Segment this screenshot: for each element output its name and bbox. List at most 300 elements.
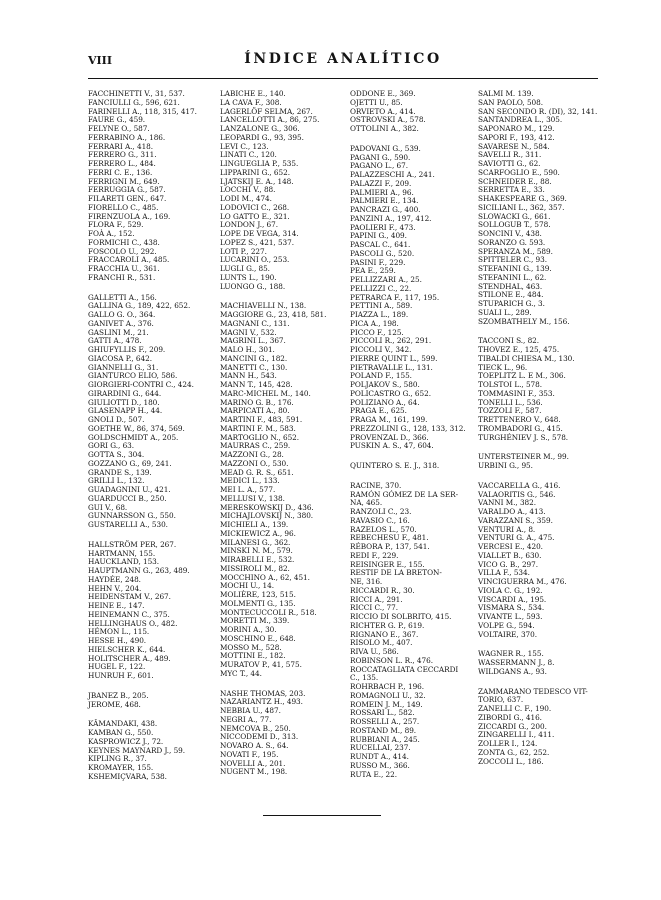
- index-entry: TORIO, 637.: [478, 695, 524, 705]
- index-entry: RUNDT A., 414.: [350, 752, 409, 761]
- index-entry: NOVATI F., 195.: [220, 749, 279, 759]
- index-entry: LA CAVA F., 308.: [220, 97, 282, 107]
- index-entry: KIPLING R., 37.: [88, 754, 147, 764]
- index-entry: RAVASIO C., 16.: [350, 515, 410, 525]
- index-entry: FLORA F., 529.: [88, 220, 144, 230]
- index-entry: GIANNELLI G., 31.: [88, 362, 159, 372]
- index-entry: TOEPLITZ L. E M., 306.: [478, 371, 566, 381]
- index-entry: PALAZZI F., 209.: [350, 178, 412, 188]
- index-entry: POLIZIANO A., 64.: [350, 397, 420, 407]
- index-entry: TONELLI L., 536.: [478, 397, 543, 407]
- index-entry: MANN H., 543.: [220, 371, 277, 381]
- index-entry: GANIVET A., 376.: [88, 318, 154, 328]
- index-entry: ZOCCOLI L., 186.: [478, 756, 544, 766]
- index-entry: GALLETTI A., 156.: [88, 292, 157, 302]
- index-entry: MIRABELLI E., 532.: [220, 555, 295, 564]
- index-entry: FRANCHI R., 531.: [88, 272, 156, 282]
- index-entry: HUNRUH F., 601.: [88, 671, 154, 680]
- index-entry: VOLTAIRE, 370.: [478, 629, 538, 639]
- index-entry: VIOLA C. G., 192.: [478, 585, 543, 595]
- index-entry: SERRETTA E., 33.: [478, 185, 545, 195]
- index-entry: SLOWACKI G., 661.: [478, 211, 551, 221]
- index-entry: RICHTER G. P., 619.: [350, 620, 425, 630]
- index-entry: ZANELLI C. F., 190.: [478, 704, 552, 713]
- index-entry: PALAZZESCHI A., 241.: [350, 170, 435, 179]
- index-entry: VARALDO A., 413.: [478, 507, 546, 516]
- index-entry: TOZZOLI F., 587.: [478, 406, 542, 416]
- index-entry: TROMBADORI G., 415.: [478, 423, 563, 433]
- index-entry: SAPONARO M., 129.: [478, 124, 555, 133]
- index-entry: PICCO F., 125.: [350, 327, 404, 337]
- index-entry: MICHIELI A., 139.: [220, 520, 289, 529]
- index-column-3: [350, 90, 490, 790]
- index-entry: MALO H., 301.: [220, 345, 275, 354]
- index-entry: MOCCHINO A., 62, 451.: [220, 572, 310, 582]
- index-entry: SHAKESPEARE G., 369.: [478, 194, 567, 203]
- index-entry: LIPPARINI G., 652.: [220, 167, 290, 177]
- index-entry: PICCOLI R., 262, 291.: [350, 336, 432, 346]
- index-entry: GUI V., 68.: [88, 502, 128, 512]
- index-entry: RICCIO DI SOLBRITO, 415.: [350, 612, 452, 621]
- index-entry: C., 135.: [350, 673, 379, 683]
- index-entry: MILANESI G., 362.: [220, 537, 291, 547]
- index-letter-group: [478, 90, 624, 326]
- index-entry: MINSKI N. M., 579.: [220, 546, 293, 556]
- index-entry: KAMBAN G., 550.: [88, 728, 154, 737]
- index-entry: NEBBIA U., 487.: [220, 706, 281, 715]
- index-letter-group: [220, 90, 356, 291]
- index-entry: MARTOGLIO N., 652.: [220, 432, 300, 442]
- index-entry: VICO G. B., 297.: [478, 559, 539, 569]
- index-entry: SPITTELER C., 93.: [478, 255, 548, 265]
- index-entry: LINATI C., 120.: [220, 150, 277, 160]
- index-entry: ZAMMARANO TEDESCO VIT-: [478, 686, 588, 696]
- index-entry: LUGLI G., 85.: [220, 264, 270, 273]
- index-entry: GIRARDINI G., 644.: [88, 388, 162, 398]
- index-letter-group: [220, 302, 356, 678]
- index-entry: LAGERLÖF SELMA, 267.: [220, 106, 313, 116]
- index-entry: MOTTINI E., 182.: [220, 651, 286, 661]
- index-entry: QUINTERO S. E. J., 318.: [350, 461, 440, 470]
- index-entry: ZIBORDI G., 416.: [478, 712, 542, 722]
- index-entry: FIRENZUOLA A., 169.: [88, 211, 171, 221]
- index-entry: MEI L. A., 577.: [220, 485, 276, 494]
- index-entry: PASCOLI G., 520.: [350, 248, 415, 258]
- index-entry: TOLSTOI L., 578.: [478, 380, 542, 389]
- index-letter-group: [88, 720, 224, 781]
- index-entry: MANN T., 145, 428.: [220, 380, 293, 389]
- index-entry: UNTERSTEINER M., 99.: [478, 452, 569, 462]
- header-rule: [88, 78, 598, 79]
- index-entry: TRETTENERO V., 648.: [478, 415, 561, 424]
- index-entry: NEGRI A., 77.: [220, 714, 272, 724]
- index-entry: VERCESI E., 420.: [478, 542, 543, 551]
- index-entry: MOCHI U., 14.: [220, 581, 274, 591]
- index-entry: TIECK L., 96.: [478, 362, 528, 372]
- index-entry: HEHN V., 204.: [88, 583, 142, 593]
- index-entry: GIACOSA P., 642.: [88, 353, 152, 363]
- index-entry: MAZZONI O., 530.: [220, 458, 289, 468]
- index-entry: SAVARESE N., 584.: [478, 141, 550, 151]
- index-entry: REISINGER E., 155.: [350, 559, 425, 569]
- index-entry: SOLLOGUB T., 578.: [478, 220, 551, 230]
- index-entry: VANNI M., 382.: [478, 498, 536, 508]
- index-entry: RAZELOS L., 570.: [350, 524, 417, 534]
- index-entry: MARTINI F. M., 583.: [220, 423, 296, 433]
- running-title: ÍNDICE ANALÍTICO: [244, 51, 442, 67]
- index-entry: FRACCHIA U., 361.: [88, 264, 160, 273]
- index-letter-group: [478, 650, 624, 676]
- index-entry: RISOLO M., 407.: [350, 638, 413, 648]
- index-entry: FERRUGGIA G., 587.: [88, 185, 166, 195]
- index-entry: PALMIERI E., 134.: [350, 196, 419, 206]
- index-entry: JEROME, 468.: [88, 699, 141, 709]
- index-entry: ROSTAND M., 89.: [350, 725, 417, 735]
- index-entry: HEINEMANN C., 375.: [88, 609, 170, 619]
- index-entry: STILONE E., 484.: [478, 290, 544, 300]
- index-entry: MICHAJLOVSKIJ N., 380.: [220, 511, 314, 521]
- index-entry: ODDONE E., 369.: [350, 89, 416, 98]
- index-entry: HAUPTMANN G., 263, 489.: [88, 566, 190, 575]
- index-entry: PICA A., 198.: [350, 318, 399, 328]
- index-entry: LOPE DE VEGA, 314.: [220, 229, 299, 238]
- index-entry: MORINI A., 30.: [220, 625, 277, 634]
- index-entry: LO GATTO E., 321.: [220, 211, 290, 221]
- index-entry: PAGANO L., 67.: [350, 161, 409, 171]
- index-entry: ROMEIN J. M., 149.: [350, 699, 423, 709]
- index-entry: ROSSELLI A., 257.: [350, 717, 420, 726]
- index-entry: NOVELLI A., 201.: [220, 758, 286, 768]
- index-entry: RESTIF DE LA BRETON-: [350, 568, 442, 578]
- index-entry: RIGNANO E., 367.: [350, 629, 419, 639]
- index-letter-group: [478, 453, 624, 471]
- index-entry: PELLIZZI C., 22.: [350, 283, 412, 293]
- index-entry: MAGRINI L., 367.: [220, 336, 286, 346]
- index-entry: OJETTI U., 85.: [350, 97, 403, 107]
- index-entry: FOSCOLO U., 292.: [88, 246, 157, 256]
- index-letter-group: [478, 688, 624, 767]
- index-entry: LANZALONE G., 306.: [220, 124, 300, 133]
- index-column-1: [88, 90, 224, 793]
- index-entry: LONDON J., 67.: [220, 220, 278, 230]
- index-entry: VISCARDI A., 195.: [478, 594, 547, 604]
- index-entry: PEA E., 259.: [350, 266, 396, 276]
- index-entry: MAGNI V., 532.: [220, 327, 277, 337]
- index-entry: GUARDUCCI B., 250.: [88, 493, 167, 503]
- index-entry: RUCELLAI, 237.: [350, 743, 411, 753]
- index-entry: RUSSO M., 366.: [350, 760, 410, 770]
- index-column-4: [478, 90, 624, 777]
- index-entry: HÉMON L., 115.: [88, 627, 150, 637]
- index-letter-group: [478, 482, 624, 640]
- index-entry: NICCODEMI D., 313.: [220, 732, 299, 742]
- index-entry: STEFANINI G., 139.: [478, 264, 552, 273]
- index-entry: GIORGIERI-CONTRI C., 424.: [88, 380, 194, 389]
- index-entry: GNOLI D., 507.: [88, 415, 145, 424]
- index-entry: VOLPE G., 594.: [478, 620, 535, 630]
- index-entry: VISMARA S., 534.: [478, 603, 545, 613]
- index-entry: ORVIETO A., 414.: [350, 106, 416, 116]
- index-entry: RIVA U., 586.: [350, 647, 399, 656]
- index-entry: HESSE H., 490.: [88, 636, 147, 645]
- index-entry: PIAZZA L., 189.: [350, 310, 409, 319]
- index-entry: RICCI C., 77.: [350, 603, 398, 613]
- index-entry: LODI M., 474.: [220, 194, 272, 203]
- index-entry: MURATOV P., 41, 575.: [220, 660, 302, 669]
- index-entry: KSHEMIÇVARA, 538.: [88, 771, 167, 781]
- index-entry: HEIDENSTAM V., 267.: [88, 592, 171, 602]
- index-entry: FERRERO G., 311.: [88, 150, 157, 160]
- index-entry: LEVI C., 123.: [220, 141, 269, 151]
- index-entry: KASPROWICZ J., 72.: [88, 736, 164, 746]
- index-entry: RICCI A., 291.: [350, 594, 403, 604]
- page-number: VIII: [88, 54, 112, 67]
- index-entry: URBINI G., 95.: [478, 461, 533, 470]
- index-entry: LUNTS L., 190.: [220, 272, 277, 282]
- index-entry: VENTURI A., 8.: [478, 524, 536, 534]
- index-entry: HEINE E., 147.: [88, 601, 145, 610]
- index-entry: LOTI P., 227.: [220, 246, 267, 256]
- index-entry: PRAGA E., 625.: [350, 406, 407, 416]
- index-entry: RAMÓN GÓMEZ DE LA SER-: [350, 489, 459, 499]
- index-entry: MAGGIORE G., 23, 418, 581.: [220, 310, 327, 319]
- index-entry: REDI F., 229.: [350, 550, 399, 560]
- footer-rule: [263, 815, 381, 816]
- index-entry: HAUCKLAND, 153.: [88, 557, 160, 567]
- index-entry: SZOMBATHELY M., 156.: [478, 316, 570, 326]
- index-entry: SCHNEIDER E., 88.: [478, 176, 552, 186]
- index-entry: OTTOLINI A., 382.: [350, 124, 419, 133]
- index-entry: TOMMASINI F., 353.: [478, 388, 555, 398]
- index-entry: VARAZZANI S., 359.: [478, 515, 553, 525]
- index-entry: MEAD G. R. S., 651.: [220, 467, 294, 477]
- index-entry: LANCELLOTTI A., 86, 275.: [220, 115, 320, 125]
- index-entry: PIETRAVALLE L., 131.: [350, 362, 433, 372]
- index-entry: ZINGARELLI I., 411.: [478, 730, 555, 740]
- index-entry: GALLINA G., 189, 422, 652.: [88, 301, 191, 311]
- index-entry: GORI G., 63.: [88, 441, 135, 451]
- index-entry: PASCAL C., 641.: [350, 240, 411, 249]
- index-entry: HOLITSCHER A., 489.: [88, 653, 171, 663]
- index-entry: NEMCOVA B., 250.: [220, 723, 291, 733]
- index-entry: FAURE G., 459.: [88, 115, 146, 125]
- index-entry: HUGEL F., 122.: [88, 662, 146, 672]
- index-entry: MEDICI L., 133.: [220, 476, 280, 486]
- index-entry: PREZZOLINI G., 128, 133, 312.: [350, 423, 466, 433]
- index-entry: MAURRAS C., 259.: [220, 441, 291, 451]
- index-entry: LOCCHI V., 88.: [220, 185, 276, 195]
- index-letter-group: [88, 90, 224, 283]
- index-entry: FORMICHI C., 438.: [88, 237, 160, 247]
- index-entry: PASINI F., 229.: [350, 257, 406, 267]
- index-entry: PICCOLI V., 342.: [350, 345, 412, 354]
- index-entry: VENTURI G. A., 475.: [478, 533, 555, 543]
- index-entry: PETTINI A., 589.: [350, 301, 413, 311]
- index-entry: NUGENT M., 198.: [220, 767, 288, 777]
- index-entry: ROMAGNOLI U., 32.: [350, 690, 426, 700]
- index-entry: OSTROVSKI A., 578.: [350, 115, 426, 125]
- index-entry: NE, 316.: [350, 577, 383, 586]
- index-entry: ROHRBACH P., 196.: [350, 682, 425, 691]
- index-entry: GHIUFYLLIS F., 209.: [88, 345, 166, 354]
- index-entry: NA, 465.: [350, 498, 383, 508]
- index-entry: NAZARIANTZ H., 493.: [220, 697, 303, 707]
- index-entry: PAPINI G., 409.: [350, 231, 407, 241]
- index-entry: FRACCAROLI A., 485.: [88, 255, 170, 265]
- index-entry: FOÀ A., 152.: [88, 229, 135, 238]
- index-entry: WAGNER R., 155.: [478, 649, 544, 659]
- index-entry: NOVARO A. S., 64.: [220, 741, 289, 750]
- index-entry: FARINELLI A., 118, 315, 417.: [88, 106, 197, 116]
- index-entry: KEYNES MAYNARD J., 59.: [88, 745, 186, 755]
- index-entry: MAZZONI G., 28.: [220, 450, 284, 459]
- index-entry: SAVELLI R., 311.: [478, 150, 542, 160]
- index-entry: LINGUEGLIA P., 535.: [220, 159, 299, 168]
- index-entry: SCARFOGLIO E., 590.: [478, 167, 560, 177]
- index-entry: LABICHE E., 140.: [220, 89, 286, 98]
- index-entry: MELLUSI V., 138.: [220, 493, 285, 503]
- index-entry: HIELSCHER K., 644.: [88, 644, 166, 654]
- index-entry: ROSSARI L., 582.: [350, 708, 415, 718]
- index-entry: GRILLI L., 132.: [88, 476, 145, 486]
- index-letter-group: [220, 690, 356, 778]
- index-entry: PALMIERI A., 96.: [350, 187, 414, 197]
- index-entry: SALMI M. 139.: [478, 89, 534, 98]
- index-entry: ROBINSON L. R., 476.: [350, 655, 433, 665]
- index-entry: PANCRAZI G., 400.: [350, 205, 421, 214]
- index-entry: GOTTA S., 304.: [88, 450, 145, 459]
- index-entry: GIANTURCO ELIO, 586.: [88, 371, 178, 381]
- index-entry: RUBBIANI A., 245.: [350, 734, 420, 744]
- index-entry: GUNNARSSON G., 550.: [88, 511, 176, 521]
- index-entry: VILLA F., 534.: [478, 568, 530, 578]
- index-entry: HAYDÉE, 248.: [88, 574, 141, 584]
- index-entry: MANCINI G., 182.: [220, 353, 288, 363]
- index-entry: THOVEZ E., 125, 475.: [478, 345, 560, 354]
- index-entry: LUONGO G., 188.: [220, 281, 286, 291]
- index-entry: GATTI A., 478.: [88, 336, 142, 346]
- index-entry: RÉBORA P., 137, 541.: [350, 542, 430, 551]
- index-entry: SICILIANI L., 362, 357.: [478, 202, 565, 212]
- index-entry: RUTA E., 22.: [350, 769, 397, 779]
- index-entry: MOLIÈRE, 123, 515.: [220, 590, 296, 599]
- index-entry: MOLMENTI G., 135.: [220, 598, 296, 608]
- index-entry: MICKIEWICZ A., 96.: [220, 528, 296, 538]
- index-entry: HARTMANN, 155.: [88, 548, 156, 558]
- index-entry: LOPEZ S., 421, 537.: [220, 237, 295, 247]
- index-entry: VALAORITIS G., 546.: [478, 489, 556, 499]
- index-entry: MANETTI C., 130.: [220, 362, 288, 372]
- index-entry: SANTANDREA L., 305.: [478, 115, 563, 125]
- index-entry: MYC T., 44.: [220, 668, 262, 678]
- index-entry: SAVIOTTI G., 62.: [478, 159, 541, 168]
- index-entry: GALLO G. O., 364.: [88, 310, 156, 319]
- index-letter-group: [350, 145, 490, 451]
- index-entry: REBECHESU F., 481.: [350, 533, 429, 543]
- index-entry: FERRARI A., 418.: [88, 141, 154, 151]
- index-entry: MAGNANI C., 131.: [220, 318, 290, 328]
- index-entry: PAOLIERI F., 473.: [350, 222, 416, 232]
- index-entry: PROVENZAL D., 366.: [350, 432, 429, 442]
- index-entry: PAGANI G., 590.: [350, 152, 411, 162]
- index-entry: RACINE, 370.: [350, 480, 402, 490]
- index-entry: PADOVANI G., 539.: [350, 143, 421, 153]
- index-entry: POLICASTRO G., 652.: [350, 388, 431, 398]
- index-letter-group: [350, 462, 490, 471]
- index-entry: VIALLET B., 630.: [478, 550, 542, 560]
- index-entry: MOSSO M., 528.: [220, 642, 282, 652]
- index-entry: TACCONI S., 82.: [478, 336, 540, 346]
- index-entry: TIBALDI CHIESA M., 130.: [478, 353, 575, 363]
- index-entry: GRANDE S., 139.: [88, 467, 152, 477]
- index-entry: MOSCHINO E., 648.: [220, 633, 296, 643]
- index-entry: GUSTARELLI A., 530.: [88, 520, 168, 529]
- index-column-2: [220, 90, 356, 788]
- index-entry: FILARETI GEN., 647.: [88, 194, 167, 203]
- index-entry: STUPARICH G., 3.: [478, 299, 545, 308]
- index-entry: VACCARELLA G., 416.: [478, 480, 561, 490]
- page-header: [88, 51, 598, 71]
- index-entry: POLAND F., 155.: [350, 371, 412, 381]
- index-entry: SUALI L., 289.: [478, 307, 532, 317]
- index-entry: FERRI C. E., 136.: [88, 167, 153, 177]
- index-entry: SAN SECONDO R. (DI), 32, 141.: [478, 106, 598, 116]
- index-entry: PRAGA M., 161, 199.: [350, 415, 428, 424]
- index-entry: PELLIZZARI A., 25.: [350, 275, 422, 284]
- index-entry: FIORELLO C., 485.: [88, 202, 159, 212]
- index-entry: TURGHÉNIEV J. S., 578.: [478, 432, 569, 442]
- index-entry: GOLDSCHMIDT A., 205.: [88, 432, 179, 442]
- index-entry: MISSIROLI M., 82.: [220, 563, 290, 573]
- index-entry: HALLSTRÖM PER, 267.: [88, 539, 177, 549]
- index-entry: VIVANTE L., 593.: [478, 612, 543, 621]
- index-entry: PETRARCA F., 117, 195.: [350, 292, 440, 302]
- index-entry: KROMAYER, 155.: [88, 763, 154, 772]
- index-letter-group: [88, 692, 224, 710]
- index-entry: RANZOLI C., 23.: [350, 507, 412, 516]
- index-entry: GOETHE W., 86, 374, 569.: [88, 423, 185, 433]
- index-entry: FACCHINETTI V., 31, 537.: [88, 89, 185, 98]
- index-entry: KÂMANDAKI, 438.: [88, 719, 158, 729]
- index-entry: PANZINI A., 197, 412.: [350, 213, 432, 223]
- index-entry: GOZZANO G., 69, 241.: [88, 458, 172, 468]
- index-entry: HELLINGHAUS O., 482.: [88, 618, 178, 628]
- index-entry: SAN PAOLO, 508.: [478, 97, 544, 107]
- index-entry: FERRERO L., 484.: [88, 159, 156, 168]
- index-entry: VINCIGUERRA M., 476.: [478, 577, 567, 586]
- index-entry: MACHIAVELLI N., 138.: [220, 301, 307, 311]
- index-entry: MERESKOWSKIJ D., 436.: [220, 502, 314, 512]
- index-entry: ZONTA G., 62, 252.: [478, 747, 550, 757]
- index-letter-group: [478, 337, 624, 442]
- index-entry: WASSERMANN J., 8.: [478, 658, 555, 667]
- index-entry: SPERANZA M., 589.: [478, 246, 553, 256]
- index-entry: FELYNE O., 587.: [88, 124, 150, 133]
- index-entry: LEOPARDI G., 93, 395.: [220, 132, 304, 142]
- index-entry: ZICCARDI G., 200.: [478, 721, 547, 731]
- index-entry: MONTECUCCOLI R., 518.: [220, 607, 317, 617]
- index-entry: PUSKIN A. S., 47, 604.: [350, 441, 434, 451]
- index-entry: ROCCATAGLIATA CECCARDI: [350, 664, 459, 674]
- index-entry: RICCARDI R., 30.: [350, 585, 415, 595]
- index-entry: POLJAKOV S., 580.: [350, 380, 420, 389]
- index-entry: MARTINI F., 483, 591.: [220, 415, 303, 424]
- index-entry: FANCIULLI G., 596, 621.: [88, 97, 180, 107]
- index-entry: STENDHAL, 463.: [478, 281, 543, 291]
- index-entry: GASLINI M., 21.: [88, 327, 149, 337]
- index-entry: MARPICATI A., 80.: [220, 406, 290, 416]
- index-entry: WILDGANS A., 93.: [478, 666, 547, 676]
